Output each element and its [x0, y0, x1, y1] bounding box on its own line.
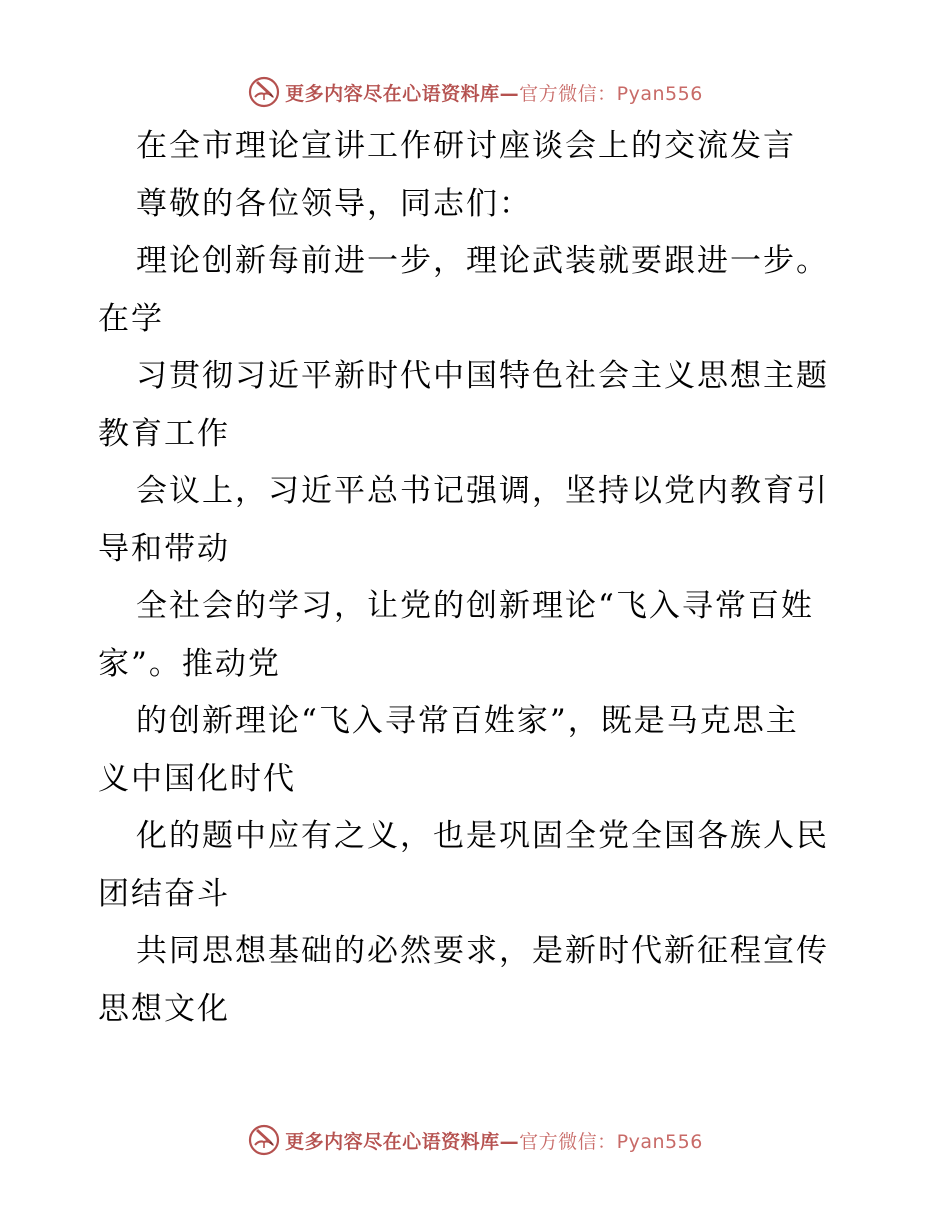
book-pen-seal-icon [247, 75, 281, 109]
header-brand-text: 更多内容尽在心语资料库— [285, 82, 520, 105]
paragraph-line: 化的题中应有之义，也是巩固全党全国各族人民 [136, 818, 829, 854]
paragraph-line: 团结奋斗 [98, 875, 230, 912]
paragraph-line: 的创新理论“飞入寻常百姓家”，既是马克思主 [136, 703, 799, 739]
footer-banner [0, 1120, 950, 1160]
footer-wechat-text: 官方微信：Pyan556 [519, 1130, 703, 1153]
document-title: 在全市理论宣讲工作研讨座谈会上的交流发言 [136, 128, 796, 164]
header-brand-line [285, 79, 703, 106]
paragraph-line: 家”。推动党 [98, 645, 281, 682]
paragraph-line: 共同思想基础的必然要求，是新时代新征程宣传 [136, 933, 829, 969]
paragraph-line: 导和带动 [98, 530, 230, 567]
paragraph-line: 理论创新每前进一步，理论武装就要跟进一步。 [136, 243, 829, 279]
document-body [98, 118, 858, 1038]
header-wechat-text: 官方微信：Pyan556 [519, 82, 703, 105]
footer-brand-text: 更多内容尽在心语资料库— [285, 1130, 520, 1153]
paragraph-line: 全社会的学习，让党的创新理论“飞入寻常百姓 [136, 588, 814, 624]
paragraph-line: 习贯彻习近平新时代中国特色社会主义思想主题 [136, 358, 829, 394]
salutation: 尊敬的各位领导，同志们： [136, 185, 532, 222]
paragraph-line: 义中国化时代 [98, 760, 296, 797]
paragraph-line: 思想文化 [98, 990, 230, 1027]
paragraph-line: 在学 [98, 300, 164, 337]
footer-brand-line [285, 1127, 703, 1154]
header-banner [0, 72, 950, 112]
book-pen-seal-icon [247, 1123, 281, 1157]
paragraph-line: 教育工作 [98, 415, 230, 452]
paragraph-line: 会议上，习近平总书记强调，坚持以党内教育引 [136, 473, 829, 509]
